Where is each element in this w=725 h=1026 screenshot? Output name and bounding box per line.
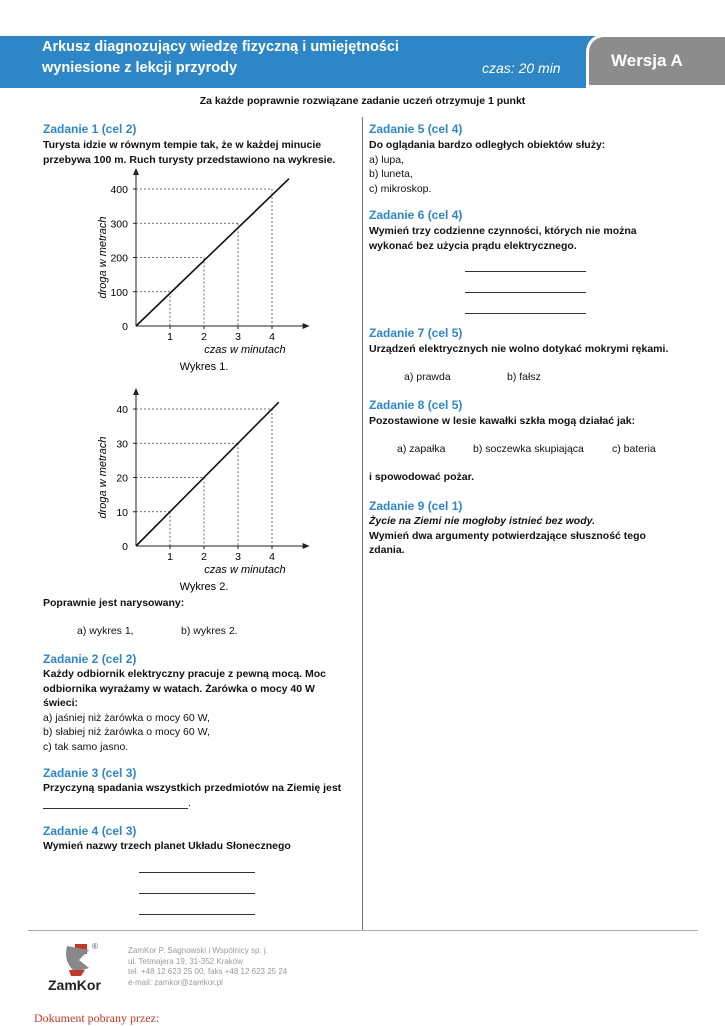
column-divider [362,117,363,930]
task-4-heading: Zadanie 4 (cel 3) [43,824,137,838]
chart-1 [40,172,340,377]
version-label: Wersja A [611,51,683,70]
chart-1-x-tick-label: 4 [269,331,275,343]
chart-1-y-label: droga w metrach [97,216,109,299]
chart-1-x-arrow [303,323,310,329]
zamkor-logo [45,940,125,995]
chart-1-y-tick-label: 400 [110,184,128,196]
publisher-info: ZamKor P. Sagnowski i Wspólnicy sp. j. ul. Tetmajera 19, 31-352 Kraków tel. +48 12 623 25 00, faks +48 12 623 25 24 e-mail: zamkor@zamkor.pl [128,946,288,987]
task-6-answer-line-3[interactable] [465,313,586,314]
task-5-option-a[interactable]: a) lupa, [369,153,405,166]
task-4-answer-line-2[interactable] [139,893,255,894]
page-title: Arkusz diagnozujący wiedzę fizyczną i umiejętności wyniesione z lekcji przyrody [42,39,399,76]
chart-1-y-tick-label: 200 [110,252,128,265]
task-1-question: Poprawnie jest narysowany: [43,597,185,609]
task-6-heading: Zadanie 6 (cel 4) [369,208,463,222]
svg-text:ZamKor: ZamKor [48,977,101,993]
chart-2-y-tick-label: 10 [116,506,128,519]
task-5-heading: Zadanie 5 (cel 4) [369,122,463,136]
task-3-text: Przyczyną spadania wszystkich przedmiotów na Ziemię jest [43,782,342,794]
task-7-heading: Zadanie 7 (cel 5) [369,326,463,340]
task-1-option-b[interactable]: b) wykres 2. [181,625,238,637]
chart-2-svg [40,392,340,597]
task-1-option-a[interactable]: a) wykres 1, [77,625,134,637]
task-8-option-c[interactable]: c) bateria [612,443,656,455]
task-2-option-c[interactable]: c) tak samo jasno. [43,740,129,753]
time-limit: czas: 20 min [482,60,561,76]
task-7-option-a[interactable]: a) prawda [404,371,451,383]
chart-2-series-line [136,402,279,546]
chart-1-title: Wykres 1. [179,361,229,373]
scoring-note: Za każde poprawnie rozwiązane zadanie uczeń otrzymuje 1 punkt [199,95,526,107]
chart-2-y-tick-label: 30 [116,438,128,451]
chart-1-x-tick-label: 1 [167,331,173,343]
task-3-answer-line[interactable] [43,808,188,809]
chart-1-y-tick-label: 300 [110,218,128,231]
chart-2-x-arrow [303,543,310,549]
task-4-text: Wymień nazwy trzech planet Układu Słonecznego [43,840,291,852]
task-2-option-b[interactable]: b) słabiej niż żarówka o mocy 60 W, [43,726,210,738]
task-1-heading: Zadanie 1 (cel 2) [43,122,137,136]
chart-2-x-tick-label: 3 [235,551,241,563]
task-1-text: Turysta idzie w równym tempie tak, że w każdej minucie przebywa 100 m. Ruch turysty przedstawiono na wykresie. [43,139,336,166]
task-8-text: Pozostawione w lesie kawałki szkła mogą działać jak: [369,415,636,427]
task-2-heading: Zadanie 2 (cel 2) [43,652,137,666]
chart-1-x-tick-label: 3 [235,331,241,343]
chart-1-x-tick-label: 2 [201,331,207,343]
task-4-answer-line-3[interactable] [139,914,255,915]
task-6-answer-line-1[interactable] [465,271,586,272]
task-7-option-b[interactable]: b) fałsz [507,371,541,383]
chart-1-series-line [136,179,289,326]
task-9-text: Życie na Ziemi nie mogłoby istnieć bez wody. Wymień dwa argumenty potwierdzające słuszność tego zdania. [369,515,646,556]
task-5-text: Do oglądania bardzo odległych obiektów służy: a) lupa, b) luneta, c) mikroskop. [369,139,606,195]
chart-1-svg [40,172,340,377]
task-3-dot: . [188,797,191,809]
chart-1-y-tick-label: 0 [122,321,128,333]
task-5-option-c[interactable]: c) mikroskop. [369,182,432,195]
task-9-heading: Zadanie 9 (cel 1) [369,499,463,513]
chart-2-y-tick-label: 20 [116,472,128,485]
chart-2-x-tick-label: 2 [201,551,207,563]
task-4-answer-line-1[interactable] [139,872,255,873]
chart-2-x-label: czas w minutach [204,564,286,576]
task-2-text: Każdy odbiornik elektryczny pracuje z pewną mocą. Moc odbiornika wyrażamy w watach. Żarówka o mocy 40 W świeci: a) jaśniej niż żarówka o mocy 60 W, b) słabiej niż żarówka o mocy 60 W, c) tak samo jasno. [43,668,326,753]
task-8-text-end: i spowodować pożar. [369,471,475,483]
task-8-option-a[interactable]: a) zapałka [397,443,446,455]
task-8-option-b[interactable]: b) soczewka skupiająca [473,443,584,455]
chart-2 [40,392,340,597]
svg-text:®: ® [92,942,98,951]
task-6-text: Wymień trzy codzienne czynności, których nie można wykonać bez użycia prądu elektrycznego. [369,225,637,252]
chart-2-y-arrow [133,388,139,395]
chart-2-title: Wykres 2. [179,581,229,593]
zamkor-logo-icon [45,940,125,995]
chart-2-x-tick-label: 4 [269,551,275,563]
footer-divider [28,930,698,931]
task-3-heading: Zadanie 3 (cel 3) [43,766,137,780]
downloaded-by: Dokument pobrany przez: [34,1011,160,1025]
chart-1-y-arrow [133,168,139,175]
chart-1-x-label: czas w minutach [204,344,286,356]
task-7-text: Urządzeń elektrycznych nie wolno dotykać mokrymi rękami. [369,343,669,355]
chart-2-y-label: droga w metrach [97,436,109,519]
chart-2-x-tick-label: 1 [167,551,173,563]
task-2-option-a[interactable]: a) jaśniej niż żarówka o mocy 60 W, [43,711,210,724]
task-6-answer-line-2[interactable] [465,292,586,293]
chart-2-y-tick-label: 40 [116,404,128,416]
chart-1-y-tick-label: 100 [110,286,128,299]
chart-2-y-tick-label: 0 [122,541,128,553]
task-5-option-b[interactable]: b) luneta, [369,168,413,180]
task-8-heading: Zadanie 8 (cel 5) [369,398,463,412]
